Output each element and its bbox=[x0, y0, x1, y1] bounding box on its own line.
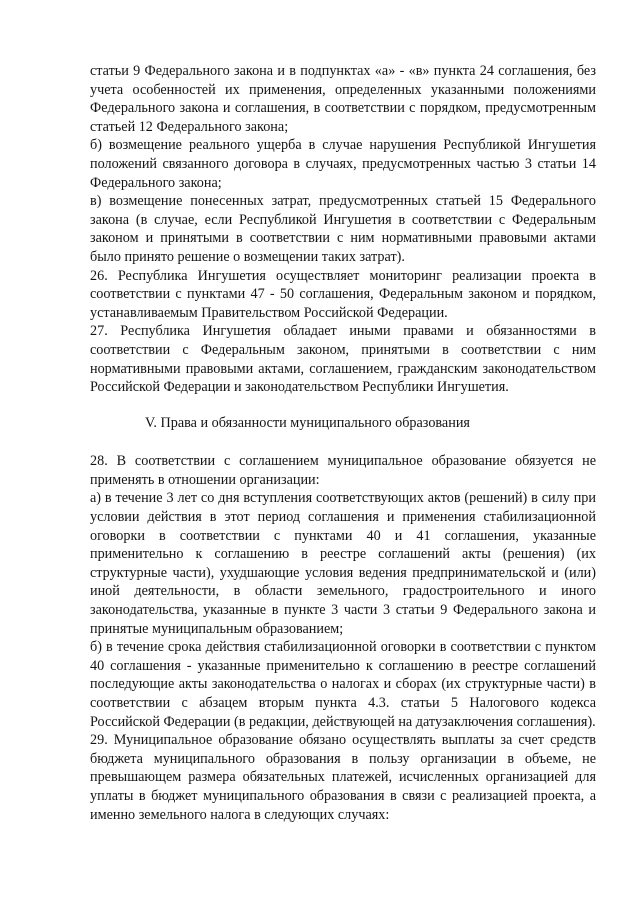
paragraph-item-v-costs: в) возмещение понесенных затрат, предусмотренных статьей 15 Федерального закона (в случае, если Республикой Ингушетия в соответствии с Федеральным законом и принятыми в соответствии с ним нормативными правовыми актами было принято решение о возмещении таких затрат). bbox=[90, 193, 596, 265]
paragraph-26-monitoring: 26. Республика Ингушетия осуществляет мониторинг реализации проекта в соответствии с пунктами 47 - 50 соглашения, Федеральным законом и порядком, устанавливаемым Правительством Российской Федерации. bbox=[90, 267, 596, 321]
document-page bbox=[90, 62, 596, 824]
paragraph-item-a-stabilization: а) в течение 3 лет со дня вступления соответствующих актов (решений) в силу при условии действия в этот период соглашения и применения стабилизационной оговорки в соответствии с пунктами 40 и 41 соглашения, указанные применительно к соглашению в реестре соглашений акты (решения) (их структурные части), ухудшающие условия ведения предпринимательской и (или) иной деятельности, в области земельного, градостроительного и иного законодательства, указанные в пункте 3 части 3 статьи 9 Федерального закона и принятые муниципальным образованием; bbox=[90, 490, 596, 637]
paragraph-item-b-damages: б) возмещение реального ущерба в случае нарушения Республикой Ингушетия положений связанного договора в случаях, предусмотренных частью 3 статьи 14 Федерального закона; bbox=[90, 137, 596, 191]
paragraph-item-b-tax-acts: б) в течение срока действия стабилизационной оговорки в соответствии с пунктом 40 соглашения - указанные применительно к соглашению в реестре соглашений последующие акты законодательства о налогах и сборах (их структурные части) в соответствии с абзацем вторым пункта 4.3. статьи 5 Налогового кодекса Российской Федерации (в редакции, действующей на датузаключения соглашения). bbox=[90, 639, 596, 730]
paragraph-28-obligations: 28. В соответствии с соглашением муниципальное образование обязуется не применять в отношении организации: bbox=[90, 453, 596, 488]
paragraph-continuation-article-9: статьи 9 Федерального закона и в подпунктах «а» - «в» пункта 24 соглашения, без учета особенностей их применения, определенных указанными положениями Федерального закона и соглашения, в соответствии с порядком, предусмотренным статьей 12 Федерального закона; bbox=[90, 63, 596, 135]
paragraph-29-payments: 29. Муниципальное образование обязано осуществлять выплаты за счет средств бюджета муниципального образования в пользу организации в объеме, не превышающем размера обязательных платежей, исчисленных организацией для уплаты в бюджет муниципального образования в связи с реализацией проекта, а именно земельного налога в следующих случаях: bbox=[90, 732, 596, 823]
paragraph-27-rights: 27. Республика Ингушетия обладает иными правами и обязанностями в соответствии с Федеральным законом, принятыми в соответствии с ним нормативными правовыми актами, соглашением, гражданским законодательством Российской Федерации и законодательством Республики Ингушетия. bbox=[90, 323, 596, 396]
section-heading: V. Права и обязанности муниципального образования bbox=[145, 414, 470, 431]
